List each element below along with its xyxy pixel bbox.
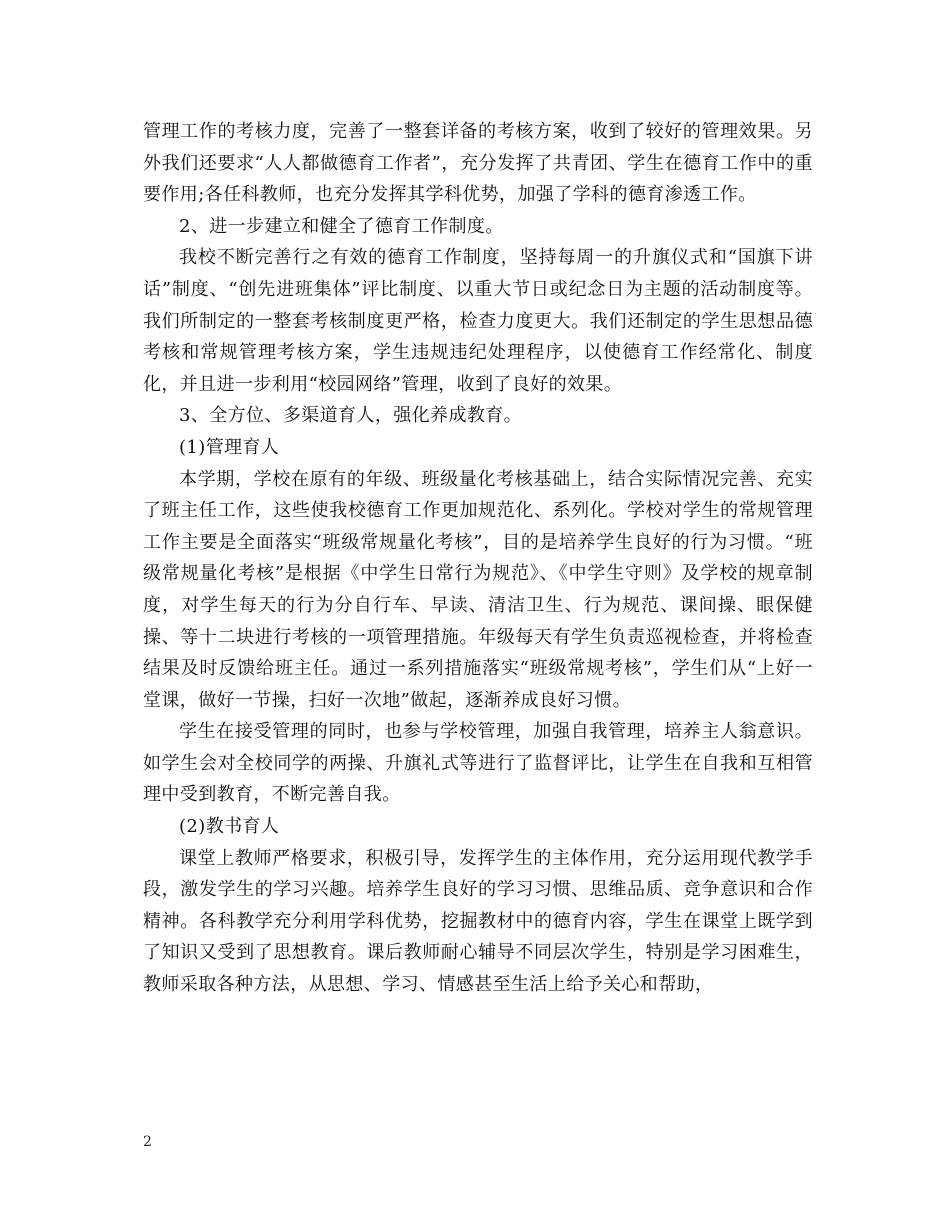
paragraph-moral-education-system: 我校不断完善行之有效的德育工作制度，坚持每周一的升旗仪式和“国旗下讲话”制度、“创先进班集体”评比制度、以重大节日或纪念日为主题的活动制度等。我们所制定的一整套考核制度更严格，检查力度更大。我们还制定的学生思想品德考核和常规管理考核方案，学生违规违纪处理程序，以使德育工作经常化、制度化，并且进一步利用“校园网络”管理，收到了良好的效果。 [143, 247, 813, 395]
paragraph-student-self-management: 学生在接受管理的同时，也参与学校管理，加强自我管理，培养主人翁意识。如学生会对全校同学的两操、升旗礼式等进行了监督评比，让学生在自我和互相管理中受到教育，不断完善自我。 [143, 721, 813, 806]
subheading-teaching: (2)教书育人 [179, 816, 280, 838]
subheading-management: (1)管理育人 [179, 436, 280, 458]
page-number: 2 [143, 1134, 152, 1150]
section-heading-3: 3、全方位、多渠道育人，强化养成教育。 [179, 405, 523, 427]
body-text [143, 116, 813, 1001]
section-heading-2: 2、进一步建立和健全了德育工作制度。 [179, 215, 504, 237]
paragraph-class-assessment: 本学期，学校在原有的年级、班级量化考核基础上，结合实际情况完善、充实了班主任工作，这些使我校德育工作更加规范化、系列化。学校对学生的常规管理工作主要是全面落实“班级常规量化考核”，目的是培养学生良好的行为习惯。“班级常规量化考核”是根据《中学生日常行为规范》、《中学生守则》及学校的规章制度，对学生每天的行为分自行车、早读、清洁卫生、行为规范、课间操、眼保健操、等十二块进行考核的一项管理措施。年级每天有学生负责巡视检查，并将检查结果及时反馈给班主任。通过一系列措施落实“班级常规考核”，学生们从“上好一堂课，做好一节操，扫好一次地”做起，逐渐养成良好习惯。 [143, 468, 813, 711]
paragraph-classroom-teaching: 课堂上教师严格要求，积极引导，发挥学生的主体作用，充分运用现代教学手段，激发学生的学习兴趣。培养学生良好的学习习惯、思维品质、竞争意识和合作精神。各科教学充分利用学科优势，挖掘教材中的德育内容，学生在课堂上既学到了知识又受到了思想教育。课后教师耐心辅导不同层次学生，特别是学习困难生，教师采取各种方法，从思想、学习、情感甚至生活上给予关心和帮助， [143, 847, 813, 996]
paragraph-continuation: 管理工作的考核力度，完善了一整套详备的考核方案，收到了较好的管理效果。另外我们还要求“人人都做德育工作者”，充分发挥了共青团、学生在德育工作中的重要作用;各任科教师，也充分发挥其学科优势，加强了学科的德育渗透工作。 [143, 121, 813, 206]
